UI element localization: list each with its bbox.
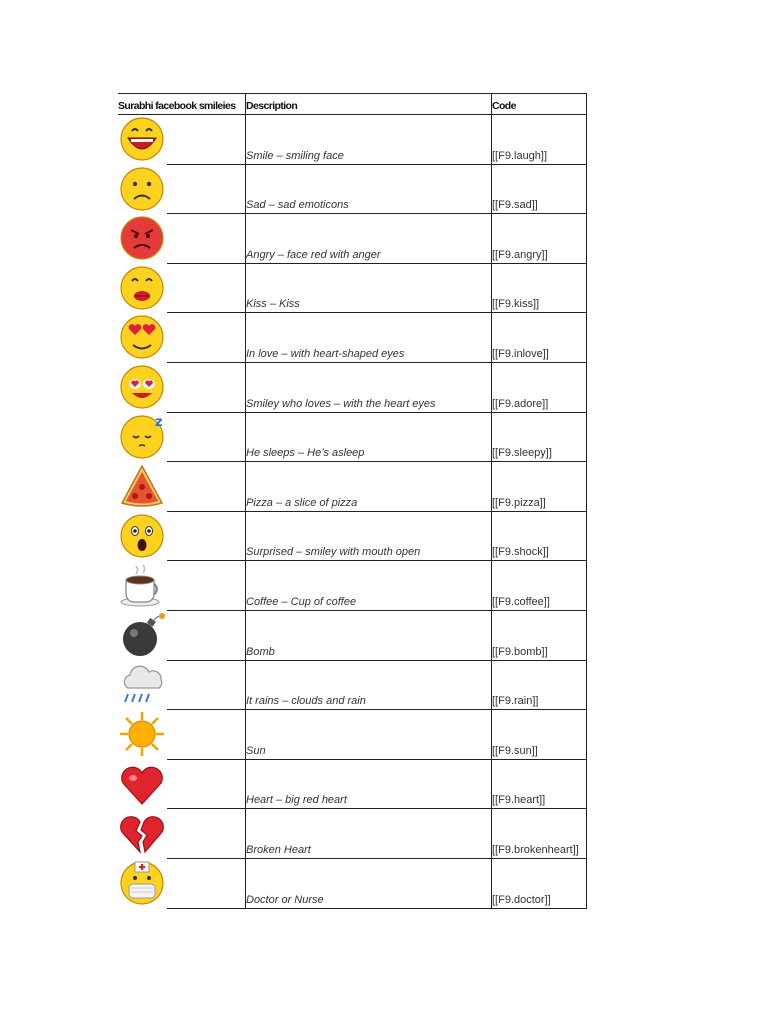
row-code: [[F9.shock]] bbox=[492, 546, 549, 559]
row-description: Kiss – Kiss bbox=[246, 298, 300, 311]
table-row bbox=[118, 859, 587, 909]
row-description: Angry – face red with anger bbox=[246, 248, 381, 261]
row-description: Coffee – Cup of coffee bbox=[246, 595, 357, 608]
row-description: Heart – big red heart bbox=[246, 794, 347, 807]
row-code: [[F9.brokenheart]] bbox=[492, 843, 579, 856]
row-code: [[F9.sun]] bbox=[492, 744, 538, 757]
table-row bbox=[118, 710, 587, 760]
coffee-cup-icon bbox=[118, 562, 166, 608]
row-description: Sad – sad emoticons bbox=[246, 199, 349, 212]
row-description: In love – with heart-shaped eyes bbox=[246, 347, 405, 360]
pizza-slice-icon bbox=[118, 463, 166, 509]
row-code: [[F9.bomb]] bbox=[492, 645, 548, 658]
row-code: [[F9.pizza]] bbox=[492, 496, 546, 509]
row-code: [[F9.coffee]] bbox=[492, 595, 550, 608]
row-code: [[F9.adore]] bbox=[492, 397, 549, 410]
svg-text:z: z bbox=[155, 414, 163, 430]
header-description: Description bbox=[246, 100, 298, 112]
table-row bbox=[118, 611, 587, 661]
laughing-face-icon bbox=[118, 116, 166, 162]
row-code: [[F9.sad]] bbox=[492, 199, 538, 212]
row-code: [[F9.laugh]] bbox=[492, 149, 548, 162]
row-description: Smile – smiling face bbox=[246, 149, 344, 162]
in-love-face-icon bbox=[118, 314, 166, 360]
row-description: Broken Heart bbox=[246, 843, 311, 856]
row-description: Sun bbox=[246, 744, 266, 757]
row-code: [[F9.angry]] bbox=[492, 248, 548, 261]
header-code: Code bbox=[492, 100, 516, 112]
table-row bbox=[118, 661, 587, 711]
table-row bbox=[118, 165, 587, 215]
table-row bbox=[118, 512, 587, 562]
table-row bbox=[118, 214, 587, 264]
table-row bbox=[118, 115, 587, 165]
doctor-face-icon bbox=[118, 860, 166, 906]
row-description: He sleeps – He’s asleep bbox=[246, 447, 365, 460]
adore-face-icon bbox=[118, 364, 166, 410]
table-row bbox=[118, 313, 587, 363]
row-description: Doctor or Nurse bbox=[246, 893, 324, 906]
row-code: [[F9.heart]] bbox=[492, 794, 546, 807]
sun-icon bbox=[118, 711, 166, 757]
row-code: [[F9.rain]] bbox=[492, 695, 539, 708]
row-code: [[F9.doctor]] bbox=[492, 893, 551, 906]
bomb-icon bbox=[118, 612, 166, 658]
angry-face-icon bbox=[118, 215, 166, 261]
rain-cloud-icon bbox=[118, 662, 166, 708]
smileys-table bbox=[118, 93, 587, 909]
sleepy-face-icon bbox=[118, 414, 166, 460]
sad-face-icon bbox=[118, 166, 166, 212]
row-code: [[F9.kiss]] bbox=[492, 298, 540, 311]
row-code: [[F9.sleepy]] bbox=[492, 447, 552, 460]
row-description: Pizza – a slice of pizza bbox=[246, 496, 358, 509]
table-row bbox=[118, 363, 587, 413]
row-description: Bomb bbox=[246, 645, 275, 658]
table-row bbox=[118, 809, 587, 859]
kiss-face-icon bbox=[118, 265, 166, 311]
row-description: It rains – clouds and rain bbox=[246, 695, 366, 708]
table-row bbox=[118, 760, 587, 810]
table-row bbox=[118, 462, 587, 512]
header-smileys: Surabhi facebook smileies bbox=[118, 100, 236, 112]
shocked-face-icon bbox=[118, 513, 166, 559]
row-description: Smiley who loves – with the heart eyes bbox=[246, 397, 436, 410]
table-header bbox=[118, 93, 587, 115]
broken-heart-icon bbox=[118, 810, 166, 856]
row-description: Surprised – smiley with mouth open bbox=[246, 546, 421, 559]
table-row bbox=[118, 264, 587, 314]
row-code: [[F9.inlove]] bbox=[492, 347, 549, 360]
table-row bbox=[118, 413, 587, 463]
table-row bbox=[118, 561, 587, 611]
heart-icon bbox=[118, 761, 166, 807]
